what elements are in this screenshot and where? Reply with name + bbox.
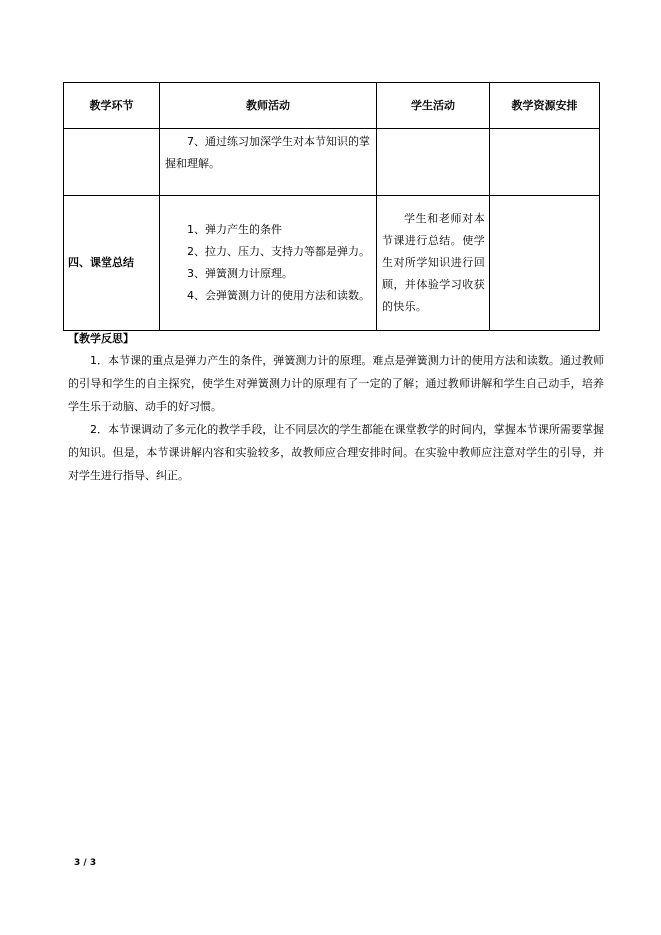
- teacher-activity-cell: [160, 196, 377, 331]
- resource-cell: [490, 196, 600, 331]
- header-student-activity: 学生活动: [377, 83, 490, 129]
- table-row: [64, 129, 600, 196]
- header-teacher-activity: 教师活动: [160, 83, 377, 129]
- table-header-row: [64, 83, 600, 129]
- resource-cell: [490, 129, 600, 196]
- table-row: [64, 196, 600, 331]
- student-activity-cell: [377, 196, 490, 331]
- header-stage: 教学环节: [64, 83, 160, 129]
- list-item: 4、会弹簧测力计的使用方法和读数。: [187, 289, 370, 302]
- reflection-paragraph: 1．本节课的重点是弹力产生的条件，弹簧测力计的原理。难点是弹簧测力计的使用方法和读数。通过教师的引导和学生的自主探究，使学生对弹簧测力计的原理有了一定的了解；通过教师讲解和学生自己动手，培养学生乐于动脑、动手的好习惯。: [68, 354, 604, 413]
- teaching-reflection: [68, 329, 604, 487]
- lesson-plan-table: [63, 82, 600, 331]
- reflection-heading: 【教学反思】: [68, 332, 134, 345]
- stage-cell: [64, 129, 160, 196]
- student-activity-text: 学生和老师对本节课进行总结。使学生对所学知识进行回顾，并体验学习收获的快乐。: [382, 212, 485, 313]
- list-item: 3、弹簧测力计原理。: [187, 267, 293, 280]
- list-item: 1、弹力产生的条件: [187, 223, 282, 236]
- page-number: 3 / 3: [74, 858, 97, 868]
- header-resources: 教学资源安排: [490, 83, 600, 129]
- stage-cell: 四、课堂总结: [64, 196, 160, 331]
- list-item: 2、拉力、压力、支持力等都是弹力。: [187, 245, 370, 258]
- teacher-activity-cell: [160, 129, 377, 196]
- reflection-paragraph: 2．本节课调动了多元化的教学手段，让不同层次的学生都能在课堂教学的时间内，掌握本节课所需要掌握的知识。但是，本节课讲解内容和实验较多，故教师应合理安排时间。在实验中教师应注意对学生的引导，并对学生进行指导、纠正。: [68, 423, 604, 482]
- teacher-activity-text: 7、通过练习加深学生对本节知识的掌握和理解。: [165, 135, 370, 170]
- student-activity-cell: [377, 129, 490, 196]
